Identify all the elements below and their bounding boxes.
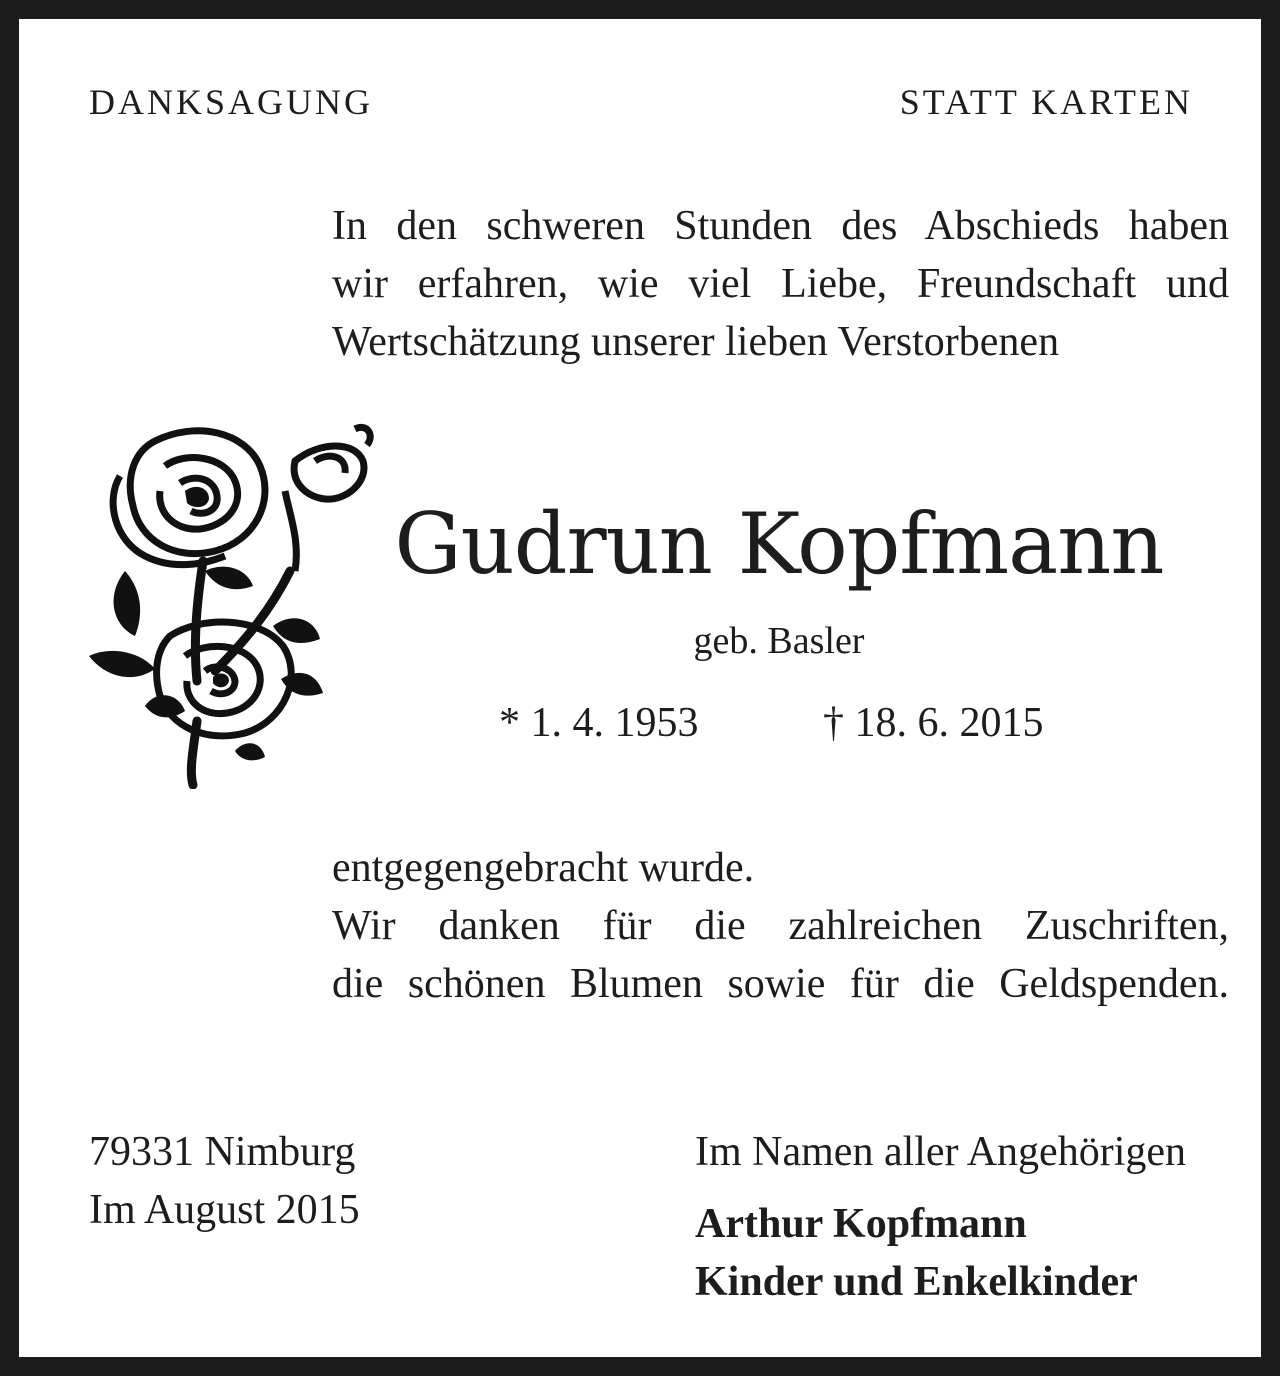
birth-date: * 1. 4. 1953 — [499, 700, 699, 746]
intro-line: Wertschätzung unserer lieben Verstorbenen — [332, 319, 1060, 365]
header-statt-karten: STATT KARTEN — [899, 82, 1193, 122]
on-behalf-line: Im Namen aller Angehörigen — [695, 1129, 1186, 1175]
place-line: 79331 Nimburg — [89, 1129, 356, 1175]
intro-line: wir erfahren, wie viel Liebe, Freundschaft und — [332, 261, 1229, 307]
signer-name: Arthur Kopfmann — [695, 1201, 1027, 1247]
header-danksagung: DANKSAGUNG — [89, 82, 374, 122]
death-date: † 18. 6. 2015 — [823, 700, 1044, 746]
thanks-line: die schönen Blumen sowie für die Geldspenden. — [332, 961, 1229, 1007]
intro-paragraph — [332, 197, 1229, 371]
deceased-name: Gudrun Kopfmann — [394, 495, 1164, 593]
roses-icon — [85, 421, 375, 789]
thanks-line: entgegengebracht wurde. — [332, 845, 755, 891]
maiden-name: geb. Basler — [693, 620, 865, 662]
signers — [695, 1195, 1138, 1311]
intro-line: In den schweren Stunden des Abschieds haben — [332, 203, 1229, 249]
thanks-line: Wir danken für die zahlreichen Zuschriften, — [332, 903, 1229, 949]
signer-name: Kinder und Enkelkinder — [695, 1259, 1138, 1305]
thanks-paragraph — [332, 839, 1229, 1013]
date-line: Im August 2015 — [89, 1187, 360, 1233]
